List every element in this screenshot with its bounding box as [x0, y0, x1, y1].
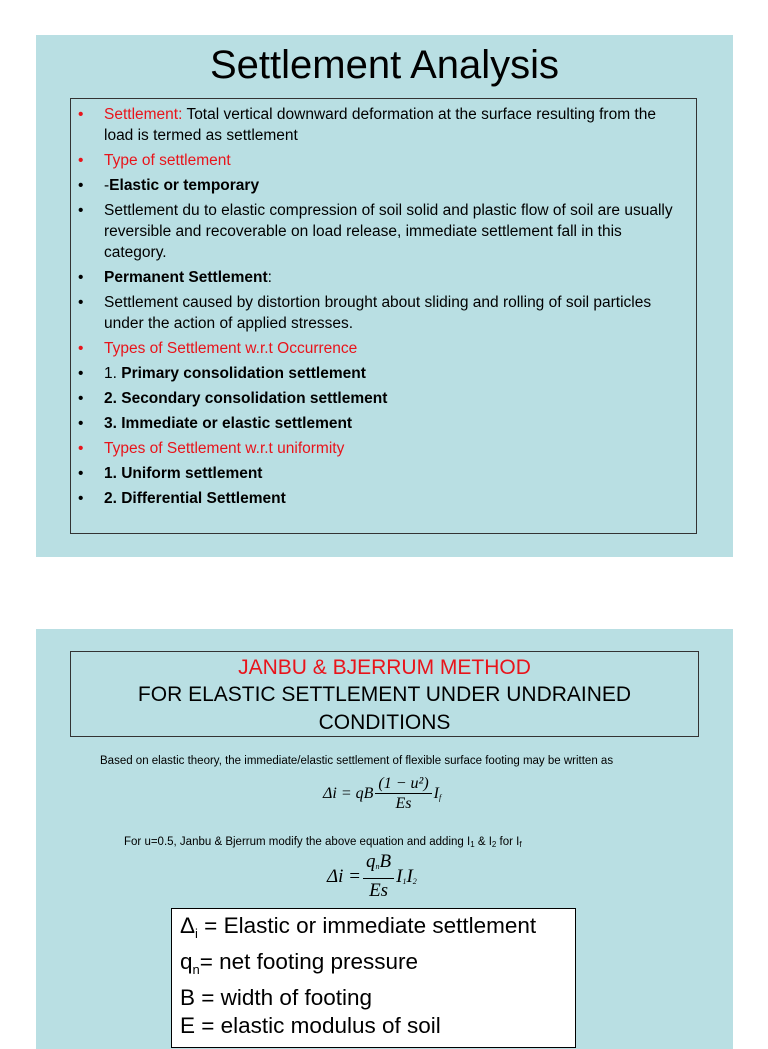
bullet-dot: • — [78, 106, 84, 123]
definitions-box — [171, 908, 576, 1048]
modification-paragraph: For u=0.5, Janbu & Bjerrum modify the above equation and adding $I_1$ & $I_2$ for $I_f$ — [124, 836, 522, 849]
formula2-denominator: Es — [369, 880, 389, 901]
bullet-item — [71, 104, 696, 146]
definition-modulus: E = elastic modulus of soil — [180, 1013, 441, 1038]
definition-settlement: $\Delta_i$ = Elastic or immediate settlement — [180, 913, 537, 941]
formula1-fraction — [375, 775, 431, 813]
bullet-item — [71, 363, 696, 384]
definition-width: B = width of footing — [180, 985, 373, 1010]
bullet-dot: • — [78, 269, 84, 286]
bullet-text: 2. Secondary consolidation settlement — [104, 390, 388, 407]
bullet-box — [70, 98, 697, 534]
bullet-item — [71, 267, 696, 288]
method-title: JANBU & BJERRUM METHOD — [238, 656, 531, 679]
formula2-lhs: Δi = — [327, 865, 362, 887]
slide-janbu-bjerrum — [36, 629, 733, 1049]
bullet-text: Elastic or temporary — [109, 177, 260, 194]
bullet-text: Settlement caused by distortion brought about sliding and rolling of soil particles under the action of applied stresses. — [104, 294, 652, 332]
bullet-item — [71, 463, 696, 484]
bullet-item — [71, 488, 696, 509]
bullet-item — [71, 175, 696, 196]
definition-pressure: $q_n=$ net footing pressure — [180, 949, 419, 977]
bullet-text: Type of settlement — [104, 152, 231, 169]
bullet-text: Total vertical downward deformation at the surface resulting from the load is termed as settlement — [104, 106, 656, 144]
bullet-item — [71, 150, 696, 171]
bullet-item — [71, 292, 696, 334]
bullet-text: Types of Settlement w.r.t uniformity — [104, 440, 345, 457]
formula1-numerator: (1 − u²) — [375, 775, 431, 794]
bullet-dot: • — [78, 390, 84, 407]
bullet-text: 2. Differential Settlement — [104, 490, 286, 507]
bullet-dot: • — [78, 294, 84, 311]
bullet-dot: • — [78, 202, 84, 219]
method-header — [70, 651, 699, 737]
formula2-numerator: $q_nB$ — [363, 851, 394, 879]
bullet-item — [71, 338, 696, 359]
bullet-dot: • — [78, 340, 84, 357]
bullet-item — [71, 388, 696, 409]
bullet-text: : — [267, 269, 272, 286]
bullet-text: 1. Uniform settlement — [104, 465, 263, 482]
bullet-text: 1. — [104, 365, 122, 382]
formula-elastic-settlement — [323, 775, 441, 813]
formula1-lhs: Δi = qB — [323, 785, 374, 802]
bullet-list — [71, 104, 696, 513]
bullet-text: 3. Immediate or elastic settlement — [104, 415, 353, 432]
bullet-dot: • — [78, 152, 84, 169]
intro-paragraph: Based on elastic theory, the immediate/elastic settlement of flexible surface footing may be written as — [100, 755, 614, 767]
formula1-influence: $I_f$ — [433, 785, 442, 802]
method-subtitle: FOR ELASTIC SETTLEMENT UNDER UNDRAINED CONDITIONS — [137, 683, 632, 734]
bullet-text: Settlement: — [104, 106, 187, 123]
bullet-item — [71, 413, 696, 434]
bullet-item — [71, 438, 696, 459]
bullet-text: Types of Settlement w.r.t Occurrence — [104, 340, 358, 357]
bullet-text: Permanent Settlement — [104, 269, 268, 286]
bullet-text: - — [104, 177, 110, 194]
bullet-dot: • — [78, 465, 84, 482]
formula-janbu-bjerrum — [327, 851, 417, 902]
formula2-factors: $I_1I_2$ — [396, 865, 417, 887]
bullet-dot: • — [78, 490, 84, 507]
bullet-dot: • — [78, 365, 84, 382]
slide-settlement-analysis — [36, 35, 733, 557]
formula1-denominator: Es — [395, 795, 412, 812]
bullet-dot: • — [78, 440, 84, 457]
bullet-dot: • — [78, 415, 84, 432]
bullet-text: Settlement du to elastic compression of soil solid and plastic flow of soil are usually reversible and recoverable on load release, immediate settlement fall in this category. — [104, 202, 673, 261]
bullet-dot: • — [78, 177, 84, 194]
formula2-fraction — [363, 851, 394, 902]
slide-title: Settlement Analysis — [209, 43, 560, 87]
bullet-item — [71, 200, 696, 263]
bullet-text: Primary consolidation settlement — [121, 365, 366, 382]
